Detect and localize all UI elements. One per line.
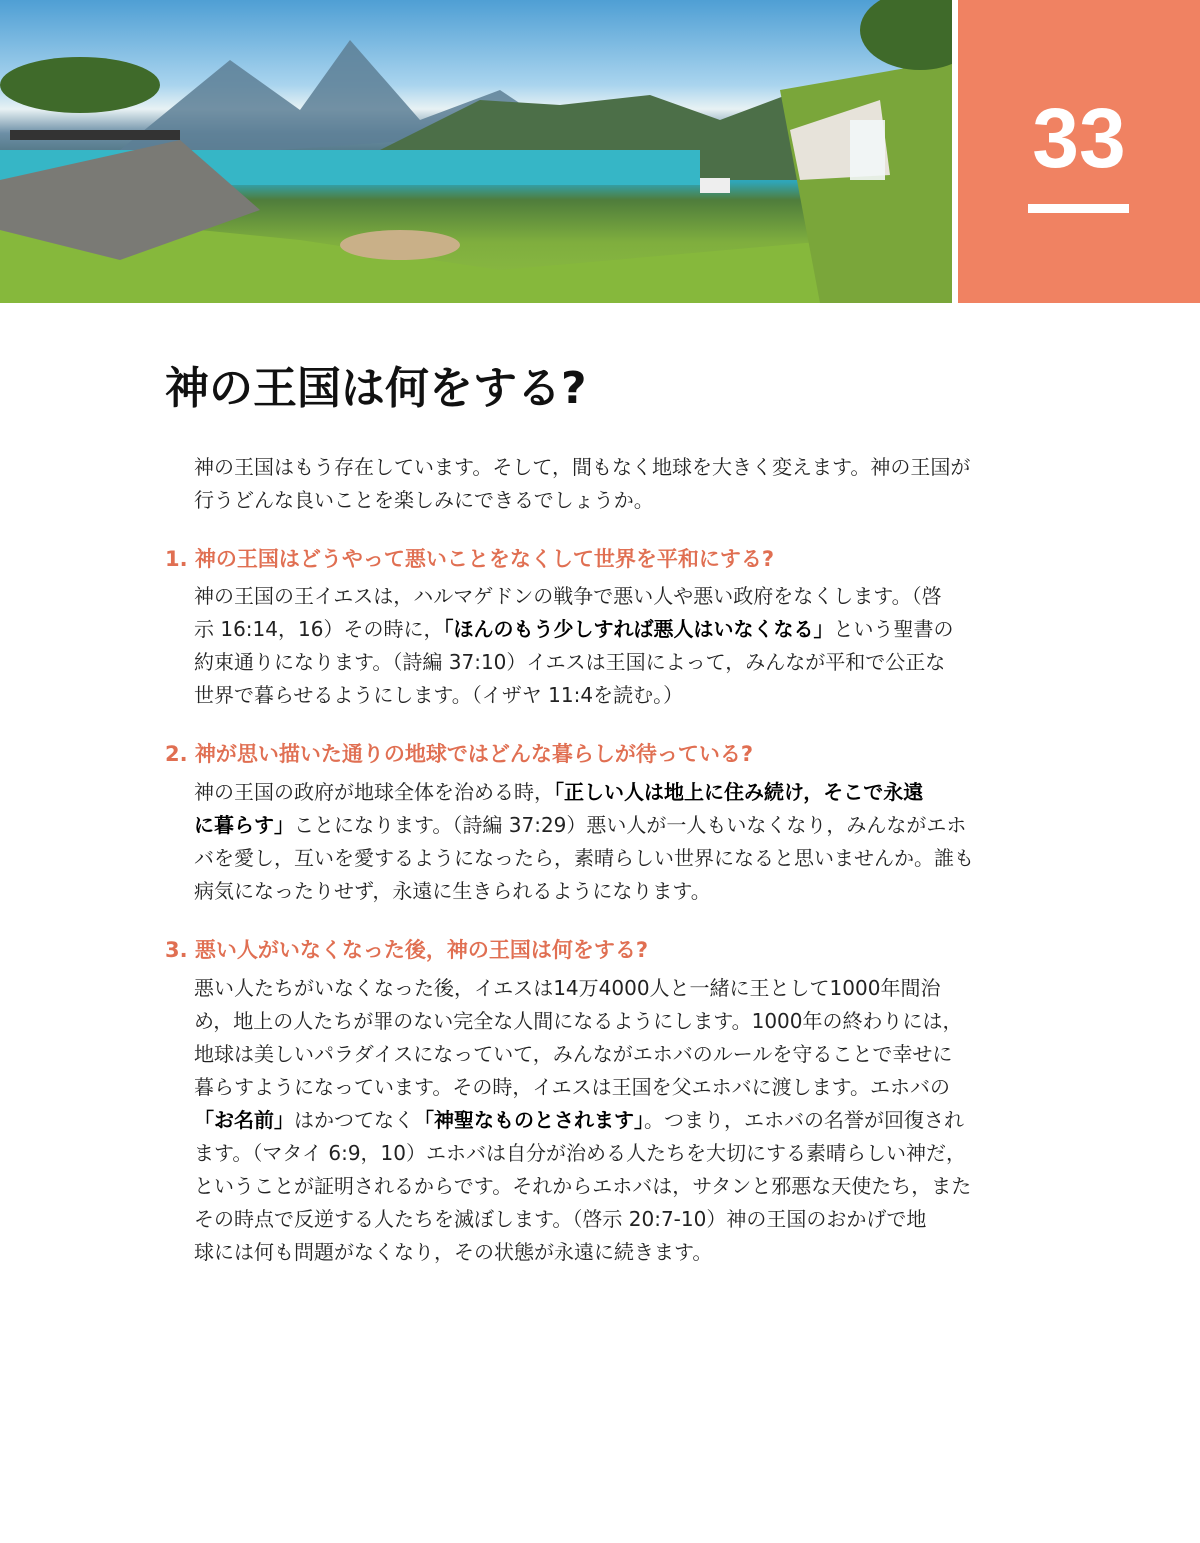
text-line	[194, 484, 970, 517]
text-line	[194, 613, 953, 646]
bold-quote: に暮らす」	[194, 813, 294, 837]
page-title: 神の王国は何をする?	[165, 363, 587, 414]
text-run: 示 16:14，16）その時に，	[194, 617, 444, 641]
text-line	[194, 1203, 971, 1236]
text-run: め，地上の人たちが罪のない完全な人間になるようにします。1000年の終わりには，	[194, 1009, 963, 1033]
text-run: 。つまり，エホバの名誉が回復され	[644, 1108, 964, 1132]
text-run: ことになります。（詩編 37:29）悪い人が一人もいなくなり，みんながエホ	[294, 813, 967, 837]
text-run: 病気になったりせず，永遠に生きられるようになります。	[194, 879, 711, 903]
text-run: 地球は美しいパラダイスになっていて，みんながエホバのルールを守ることで幸せに	[194, 1042, 953, 1066]
text-line	[194, 842, 974, 875]
text-line	[194, 776, 974, 809]
text-line	[194, 679, 953, 712]
text-run: 神の王国の政府が地球全体を治める時，	[194, 780, 554, 804]
lesson-number-badge	[958, 0, 1200, 303]
text-run: ということが証明されるからです。それからエホバは，サタンと邪悪な天使たち，また	[194, 1174, 972, 1198]
text-line	[194, 1170, 971, 1203]
answer-paragraph	[194, 580, 953, 712]
text-line	[194, 451, 970, 484]
text-run: バを愛し，互いを愛するようになったら，素晴らしい世界になると思いませんか。誰も	[194, 846, 974, 870]
text-run: 神の王国の王イエスは，ハルマゲドンの戦争で悪い人や悪い政府をなくします。（啓	[194, 584, 942, 608]
bold-quote: 「神聖なものとされます」	[414, 1108, 644, 1132]
text-line	[194, 580, 953, 613]
text-line	[194, 1005, 971, 1038]
bold-quote: 「正しい人は地上に住み続け，そこで永遠	[554, 780, 924, 804]
text-line	[194, 972, 971, 1005]
text-line	[194, 1071, 971, 1104]
landscape-illustration	[0, 0, 952, 303]
text-run: 暮らすようになっています。その時，イエスは王国を父エホバに渡します。エホバの	[194, 1075, 950, 1099]
text-line	[194, 875, 974, 908]
question-heading: 2. 神が思い描いた通りの地球ではどんな暮らしが待っている?	[165, 742, 754, 766]
text-run: 神の王国はもう存在しています。そして，間もなく地球を大きく変えます。神の王国が	[194, 455, 971, 479]
lesson-number: 33	[1032, 91, 1126, 185]
badge-underline	[1028, 204, 1129, 213]
text-run: はかつてなく	[294, 1108, 414, 1132]
text-line	[194, 1104, 971, 1137]
text-run: 悪い人たちがいなくなった後，イエスは14万4000人と一緒に王として1000年間治	[194, 976, 941, 1000]
paradise-landscape-image	[0, 0, 952, 303]
bold-quote: 「ほんのもう少しすれば悪人はいなくなる」	[443, 617, 834, 641]
text-run: ます。（マタイ 6:9，10）エホバは自分が治める人たちを大切にする素晴らしい神だ，	[194, 1141, 966, 1165]
text-line	[194, 1038, 971, 1071]
text-run: という聖書の	[833, 617, 954, 641]
text-run: 球には何も問題がなくなり，その状態が永遠に続きます。	[194, 1240, 713, 1264]
text-line	[194, 809, 974, 842]
answer-paragraph	[194, 776, 974, 908]
question-heading: 3. 悪い人がいなくなった後，神の王国は何をする?	[165, 938, 649, 962]
answer-paragraph	[194, 972, 971, 1269]
text-line	[194, 1137, 971, 1170]
text-line	[194, 1236, 971, 1269]
text-run: 行うどんな良いことを楽しみにできるでしょうか。	[194, 488, 654, 512]
intro-paragraph	[194, 451, 970, 517]
text-run: 世界で暮らせるようにします。（イザヤ 11:4を読む。）	[194, 683, 684, 707]
question-heading: 1. 神の王国はどうやって悪いことをなくして世界を平和にする?	[165, 547, 775, 571]
bold-quote: 「お名前」	[194, 1108, 294, 1132]
text-run: その時点で反逆する人たちを滅ぼします。（啓示 20:7-10）神の王国のおかげで地	[194, 1207, 927, 1231]
text-run: 約束通りになります。（詩編 37:10）イエスは王国によって，みんなが平和で公正な	[194, 650, 946, 674]
text-line	[194, 646, 953, 679]
